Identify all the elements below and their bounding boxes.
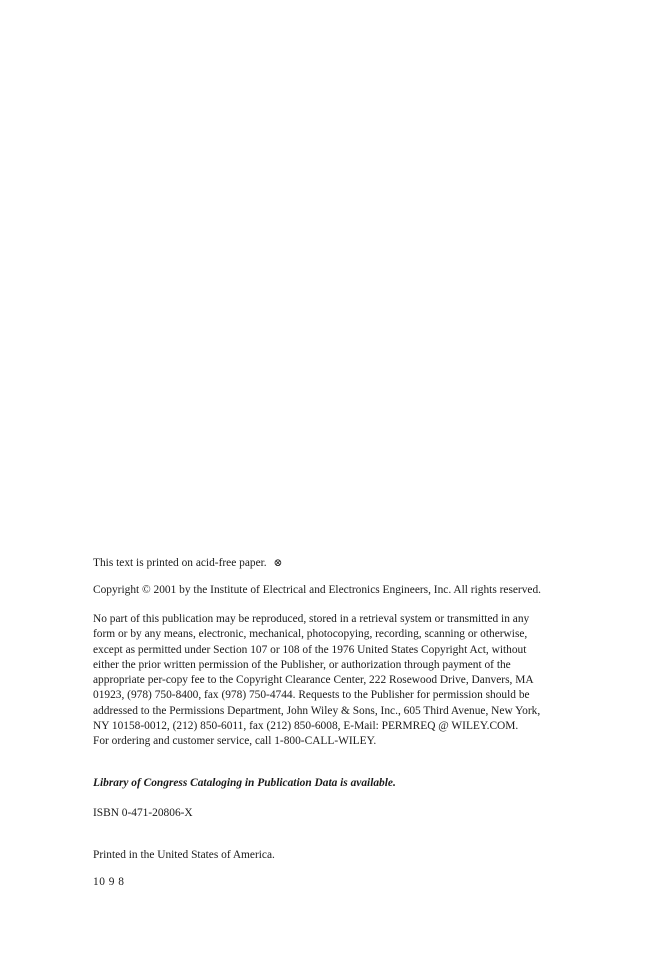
permissions-line: except as permitted under Section 107 or 108 of the 1976 United States Copyright Act, without (93, 643, 527, 656)
permissions-line: appropriate per-copy fee to the Copyright Clearance Center, 222 Rosewood Drive, Danvers, MA (93, 674, 534, 687)
acid-free-paper-icon: ⊗ (273, 558, 283, 569)
printing-line: 10 9 8 (93, 876, 125, 888)
permissions-line: No part of this publication may be reproduced, stored in a retrieval system or transmitted in any (93, 613, 530, 625)
cataloging-notice: Library of Congress Cataloging in Publication Data is available. (93, 777, 396, 789)
isbn: ISBN 0-471-20806-X (93, 807, 193, 819)
acid-free-text: This text is printed on acid-free paper. (93, 557, 267, 569)
permissions-line: 01923, (978) 750-8400, fax (978) 750-4744. Requests to the Publisher for permission should be (93, 689, 530, 702)
printed-in-notice: Printed in the United States of America. (93, 849, 275, 861)
copyright-statement: Copyright © 2001 by the Institute of Electrical and Electronics Engineers, Inc. All rights reserved. (93, 584, 542, 596)
permissions-notice (93, 612, 573, 734)
permissions-line: either the prior written permission of the Publisher, or authorization through payment of the (93, 658, 511, 671)
ordering-info: For ordering and customer service, call 1-800-CALL-WILEY. (93, 735, 377, 747)
permissions-line: NY 10158-0012, (212) 850-6011, fax (212) 850-6008, E-Mail: PERMREQ @ WILEY.COM. (93, 720, 519, 733)
permissions-line: form or by any means, electronic, mechanical, photocopying, recording, scanning or otherwise, (93, 628, 528, 641)
acid-free-notice (93, 556, 573, 571)
permissions-line: addressed to the Permissions Department, John Wiley & Sons, Inc., 605 Third Avenue, New York, (93, 704, 541, 717)
